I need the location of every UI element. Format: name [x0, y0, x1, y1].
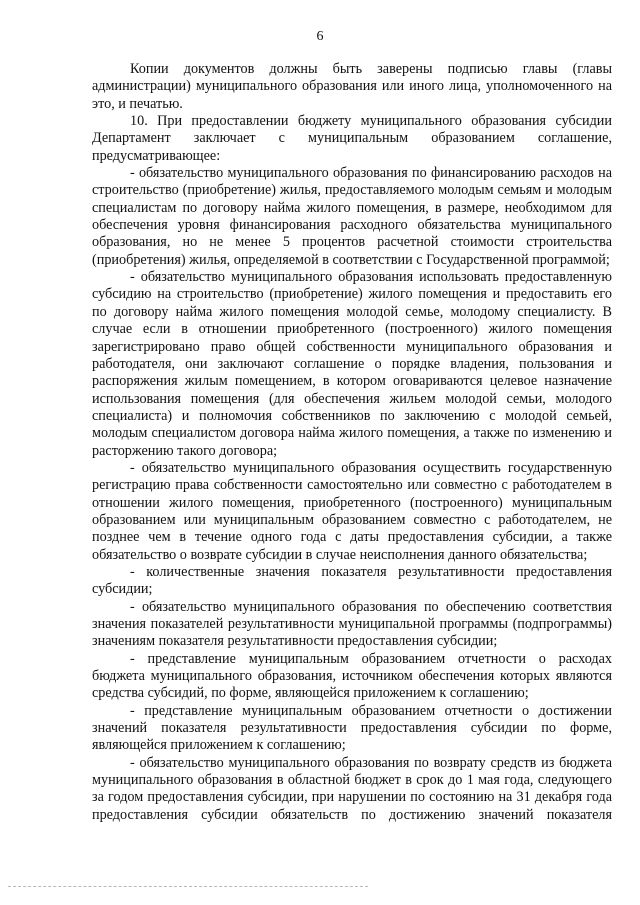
paragraph-results-reporting: - представление муниципальным образованием отчетности о достижении значений показателя результативности предоставления субсидии по форме, являющейся приложением к соглашению; [92, 702, 612, 754]
paragraph-use-of-subsidy: - обязательство муниципального образования использовать предоставленную субсидию на строительство (приобретение) жилого помещения и предоставить его по договору найма жилого помещения молодой семье, молодому специалисту. В случае если в отношении приобретенного (построенного) жилого помещения зарегистрировано право общей собственности муниципального образования и работодателя, они заключают соглашение о порядке владения, пользования и распоряжения жилым помещением, в котором оговариваются целевое назначение использования помещения (для обеспечения жильем молодой семьи, молодого специалиста) и полномочия собственников по заключению с молодой семьей, молодым специалистом договора найма жилого помещения, а также по изменению и расторжению такого договора; [92, 269, 612, 459]
paragraph-program-compliance: - обязательство муниципального образования по обеспечению соответствия значения показателей результативности муниципальной программы (подпрограммы) значениям показателя результативности предоставления субсидии; [92, 598, 612, 650]
page-number: 6 [316, 29, 324, 44]
paragraph-financing-obligation: - обязательство муниципального образования по финансированию расходов на строительство (приобретение) жилья, предоставляемого молодым семьям и молодым специалистам по договору найма жилого помещения, в размере, необходимом для обеспечения уровня финансирования расходного обязательства муниципального образования, но не менее 5 процентов расчетной стоимости строительства (приобретения) жилья, определяемой в соответствии с Государственной программой; [92, 165, 612, 268]
paragraph-state-registration: - обязательство муниципального образования осуществить государственную регистрацию права собственности самостоятельно или совместно с работодателем в отношении жилого помещения, приобретенного (построенного) муниципальным образованием или муниципальным образованием совместно с работодателем, не позднее чем в течение одного года с даты предоставления субсидии, а также обязательство о возврате субсидии в случае неисполнения данного обязательства; [92, 459, 612, 563]
document-body [92, 61, 612, 824]
paragraph-refund-obligation: - обязательство муниципального образования по возврату средств из бюджета муниципального образования в областной бюджет в срок до 1 мая года, следующего за годом предоставления субсидии, при нарушении по состоянию на 31 декабря года предоставления субсидии обязательств по достижению значений показателя [92, 754, 612, 823]
paragraph-expense-reporting: - представление муниципальным образованием отчетности о расходах бюджета муниципального образования, источником обеспечения которых являются средства субсидий, по форме, являющейся приложением к соглашению; [92, 650, 612, 702]
paragraph-copies-certification: Копии документов должны быть заверены подписью главы (главы администрации) муниципального образования или иного лица, уполномоченного на это, и печатью. [92, 61, 612, 112]
footer-divider [8, 886, 368, 887]
paragraph-clause-10: 10. При предоставлении бюджету муниципального образования субсидии Департамент заключает с муниципальным образованием соглашение, предусматривающее: [92, 113, 612, 164]
paragraph-performance-values: - количественные значения показателя результативности предоставления субсидии; [92, 563, 612, 598]
